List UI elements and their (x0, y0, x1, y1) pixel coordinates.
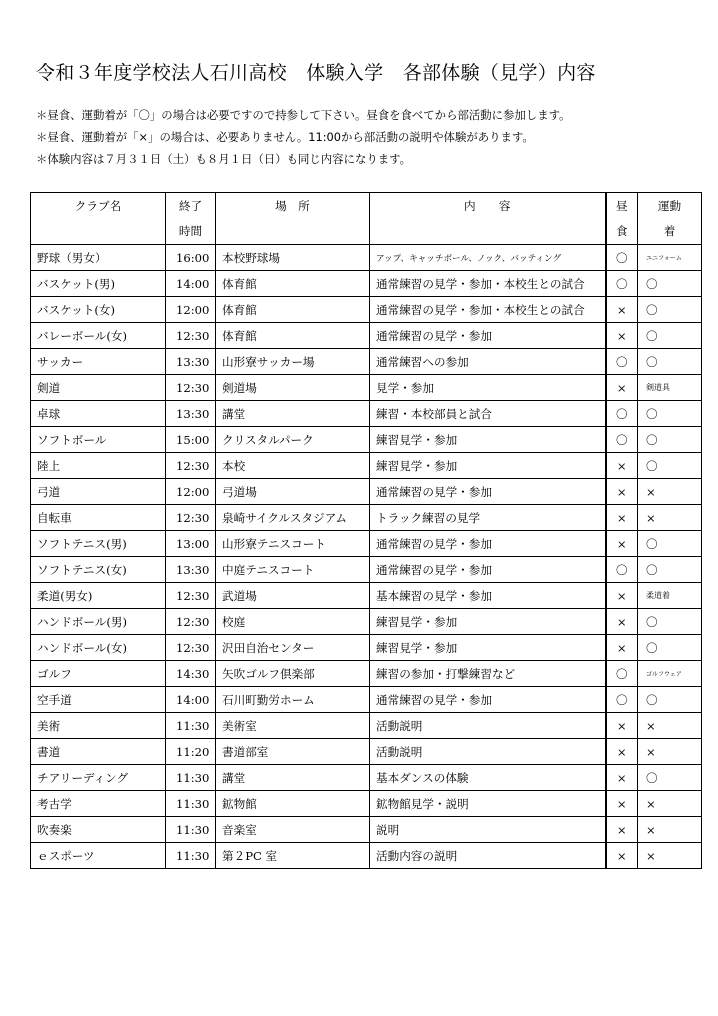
cell-club: ソフトテニス(男) (31, 531, 166, 557)
cell-place: 校庭 (216, 609, 370, 635)
cell-content: 練習見学・参加 (370, 427, 606, 453)
cell-lunch: 〇 (606, 401, 638, 427)
cell-place: 体育館 (216, 323, 370, 349)
cell-club: 美術 (31, 713, 166, 739)
table-row (31, 297, 702, 323)
cell-club: サッカー (31, 349, 166, 375)
cell-club: 考古学 (31, 791, 166, 817)
table-row (31, 557, 702, 583)
cell-wear: × (638, 479, 702, 505)
cell-wear: ゴルフウェア (638, 661, 702, 687)
cell-place: 美術室 (216, 713, 370, 739)
cell-end-time: 13:00 (166, 531, 216, 557)
cell-end-time: 13:30 (166, 349, 216, 375)
cell-end-time: 15:00 (166, 427, 216, 453)
cell-wear: × (638, 739, 702, 765)
cell-lunch: 〇 (606, 427, 638, 453)
header-wear (638, 193, 702, 245)
cell-content: 通常練習の見学・参加・本校生との試合 (370, 271, 606, 297)
cell-content: トラック練習の見学 (370, 505, 606, 531)
cell-content: 練習見学・参加 (370, 609, 606, 635)
cell-place: クリスタルパーク (216, 427, 370, 453)
cell-place: 講堂 (216, 765, 370, 791)
cell-end-time: 11:30 (166, 713, 216, 739)
cell-place: 弓道場 (216, 479, 370, 505)
cell-wear: ユニフォーム (638, 245, 702, 271)
cell-content: 通常練習の見学・参加 (370, 687, 606, 713)
cell-club: 柔道(男女) (31, 583, 166, 609)
cell-end-time: 11:30 (166, 791, 216, 817)
cell-lunch: × (606, 479, 638, 505)
cell-lunch: 〇 (606, 557, 638, 583)
table-header-row (31, 193, 702, 245)
cell-end-time: 12:00 (166, 479, 216, 505)
table-row (31, 427, 702, 453)
cell-wear: 〇 (638, 557, 702, 583)
cell-content: 活動説明 (370, 713, 606, 739)
cell-club: チアリーディング (31, 765, 166, 791)
cell-place: 書道部室 (216, 739, 370, 765)
cell-wear: 〇 (638, 427, 702, 453)
cell-end-time: 12:00 (166, 297, 216, 323)
cell-club: ソフトテニス(女) (31, 557, 166, 583)
cell-wear: 〇 (638, 687, 702, 713)
table-row (31, 505, 702, 531)
table-row (31, 349, 702, 375)
table-row (31, 635, 702, 661)
cell-content: アップ、キャッチボール、ノック、バッティング (370, 245, 606, 271)
cell-club: ソフトボール (31, 427, 166, 453)
cell-wear: 〇 (638, 401, 702, 427)
table-row (31, 245, 702, 271)
club-schedule-table (30, 192, 702, 869)
cell-content: 通常練習の見学・参加 (370, 323, 606, 349)
cell-wear: 〇 (638, 271, 702, 297)
cell-place: 体育館 (216, 271, 370, 297)
cell-place: 山形寮サッカー場 (216, 349, 370, 375)
table-row (31, 817, 702, 843)
cell-end-time: 11:30 (166, 765, 216, 791)
cell-wear: 〇 (638, 323, 702, 349)
header-spacer (376, 219, 599, 244)
cell-club: バスケット(男) (31, 271, 166, 297)
header-place-label: 場 所 (275, 198, 310, 213)
table-row (31, 453, 702, 479)
table-row (31, 843, 702, 869)
cell-place: 武道場 (216, 583, 370, 609)
cell-content: 通常練習の見学・参加 (370, 479, 606, 505)
cell-end-time: 11:30 (166, 843, 216, 869)
header-end-time (166, 193, 216, 245)
header-lunch-line1: 昼 (615, 198, 628, 213)
cell-place: 沢田自治センター (216, 635, 370, 661)
header-end-line1: 終了 (178, 198, 203, 213)
table-body (31, 245, 702, 869)
cell-lunch: × (606, 531, 638, 557)
cell-content: 通常練習の見学・参加・本校生との試合 (370, 297, 606, 323)
cell-place: 中庭テニスコート (216, 557, 370, 583)
cell-end-time: 12:30 (166, 609, 216, 635)
cell-wear: 〇 (638, 765, 702, 791)
cell-club: 卓球 (31, 401, 166, 427)
cell-wear: × (638, 843, 702, 869)
note-line: ＊昼食、運動着が「×」の場合は、必要ありません。11:00から部活動の説明や体験があります。 (36, 130, 534, 144)
cell-lunch: × (606, 583, 638, 609)
header-place (216, 193, 370, 245)
cell-end-time: 14:00 (166, 271, 216, 297)
cell-wear: × (638, 505, 702, 531)
cell-end-time: 12:30 (166, 635, 216, 661)
cell-club: 空手道 (31, 687, 166, 713)
page-title: 令和３年度学校法人石川高校 体験入学 各部体験（見学）内容 (36, 62, 596, 84)
table-row (31, 739, 702, 765)
table-row (31, 609, 702, 635)
cell-content: 活動内容の説明 (370, 843, 606, 869)
header-club-label: クラブ名 (74, 198, 122, 213)
cell-lunch: × (606, 739, 638, 765)
cell-club: 陸上 (31, 453, 166, 479)
cell-lunch: × (606, 791, 638, 817)
cell-content: 鉱物館見学・説明 (370, 791, 606, 817)
cell-lunch: 〇 (606, 661, 638, 687)
table-row (31, 401, 702, 427)
cell-wear: 〇 (638, 609, 702, 635)
cell-place: 鉱物館 (216, 791, 370, 817)
header-wear-line2: 着 (663, 223, 676, 238)
cell-place: 矢吹ゴルフ倶楽部 (216, 661, 370, 687)
cell-club: バレーボール(女) (31, 323, 166, 349)
cell-end-time: 12:30 (166, 583, 216, 609)
cell-club: ゴルフ (31, 661, 166, 687)
cell-lunch: × (606, 843, 638, 869)
table-row (31, 479, 702, 505)
cell-lunch: × (606, 713, 638, 739)
cell-content: 練習・本校部員と試合 (370, 401, 606, 427)
header-wear-line1: 運動 (657, 198, 682, 213)
cell-wear: 剣道具 (638, 375, 702, 401)
table-row (31, 531, 702, 557)
cell-wear: × (638, 791, 702, 817)
table-row (31, 661, 702, 687)
cell-lunch: 〇 (606, 271, 638, 297)
cell-wear: 〇 (638, 297, 702, 323)
cell-content: 通常練習への参加 (370, 349, 606, 375)
note-line: ＊体験内容は７月３１日（土）も８月１日（日）も同じ内容になります。 (36, 152, 411, 166)
cell-place: 泉崎サイクルスタジアム (216, 505, 370, 531)
table-row (31, 713, 702, 739)
cell-lunch: × (606, 635, 638, 661)
cell-wear: 〇 (638, 349, 702, 375)
cell-place: 体育館 (216, 297, 370, 323)
cell-end-time: 12:30 (166, 323, 216, 349)
cell-content: 説明 (370, 817, 606, 843)
cell-lunch: × (606, 609, 638, 635)
cell-club: 書道 (31, 739, 166, 765)
table-row (31, 765, 702, 791)
cell-club: 吹奏楽 (31, 817, 166, 843)
table-row (31, 271, 702, 297)
cell-end-time: 12:30 (166, 505, 216, 531)
cell-lunch: 〇 (606, 687, 638, 713)
cell-end-time: 12:30 (166, 453, 216, 479)
cell-end-time: 13:30 (166, 557, 216, 583)
cell-place: 山形寮テニスコート (216, 531, 370, 557)
cell-content: 練習見学・参加 (370, 453, 606, 479)
cell-content: 練習の参加・打撃練習など (370, 661, 606, 687)
header-content (370, 193, 606, 245)
notes (36, 104, 570, 170)
cell-lunch: × (606, 297, 638, 323)
cell-lunch: × (606, 453, 638, 479)
cell-wear: × (638, 817, 702, 843)
cell-content: 見学・参加 (370, 375, 606, 401)
cell-place: 石川町勤労ホーム (216, 687, 370, 713)
cell-club: ハンドボール(男) (31, 609, 166, 635)
table-row (31, 323, 702, 349)
cell-end-time: 12:30 (166, 375, 216, 401)
cell-lunch: × (606, 817, 638, 843)
header-lunch-line2: 食 (615, 223, 628, 238)
cell-content: 基本練習の見学・参加 (370, 583, 606, 609)
header-spacer (222, 219, 363, 244)
cell-content: 活動説明 (370, 739, 606, 765)
cell-end-time: 14:30 (166, 661, 216, 687)
header-lunch (606, 193, 638, 245)
cell-place: 音楽室 (216, 817, 370, 843)
cell-lunch: 〇 (606, 245, 638, 271)
cell-wear: 〇 (638, 531, 702, 557)
cell-content: 通常練習の見学・参加 (370, 531, 606, 557)
table-row (31, 687, 702, 713)
cell-content: 練習見学・参加 (370, 635, 606, 661)
cell-content: 通常練習の見学・参加 (370, 557, 606, 583)
table-row (31, 791, 702, 817)
cell-wear: 柔道着 (638, 583, 702, 609)
cell-lunch: × (606, 323, 638, 349)
cell-place: 本校野球場 (216, 245, 370, 271)
cell-club: 剣道 (31, 375, 166, 401)
header-content-label: 内 容 (464, 198, 511, 213)
cell-end-time: 11:30 (166, 817, 216, 843)
cell-club: 弓道 (31, 479, 166, 505)
cell-end-time: 14:00 (166, 687, 216, 713)
cell-wear: 〇 (638, 453, 702, 479)
cell-wear: × (638, 713, 702, 739)
table-row (31, 375, 702, 401)
header-spacer (37, 219, 159, 244)
note-line: ＊昼食、運動着が「〇」の場合は必要ですので持参して下さい。昼食を食べてから部活動に参加します。 (36, 108, 571, 122)
cell-lunch: 〇 (606, 349, 638, 375)
cell-lunch: × (606, 375, 638, 401)
cell-end-time: 13:30 (166, 401, 216, 427)
cell-club: 野球（男女） (31, 245, 166, 271)
cell-place: 第２PC 室 (216, 843, 370, 869)
table-row (31, 583, 702, 609)
cell-place: 本校 (216, 453, 370, 479)
cell-end-time: 16:00 (166, 245, 216, 271)
cell-content: 基本ダンスの体験 (370, 765, 606, 791)
cell-lunch: × (606, 505, 638, 531)
cell-club: 自転車 (31, 505, 166, 531)
cell-lunch: × (606, 765, 638, 791)
header-club (31, 193, 166, 245)
cell-place: 講堂 (216, 401, 370, 427)
cell-place: 剣道場 (216, 375, 370, 401)
cell-club: バスケット(女) (31, 297, 166, 323)
cell-club: ハンドボール(女) (31, 635, 166, 661)
cell-end-time: 11:20 (166, 739, 216, 765)
header-end-line2: 時間 (178, 223, 203, 238)
cell-club: ｅスポーツ (31, 843, 166, 869)
cell-wear: 〇 (638, 635, 702, 661)
